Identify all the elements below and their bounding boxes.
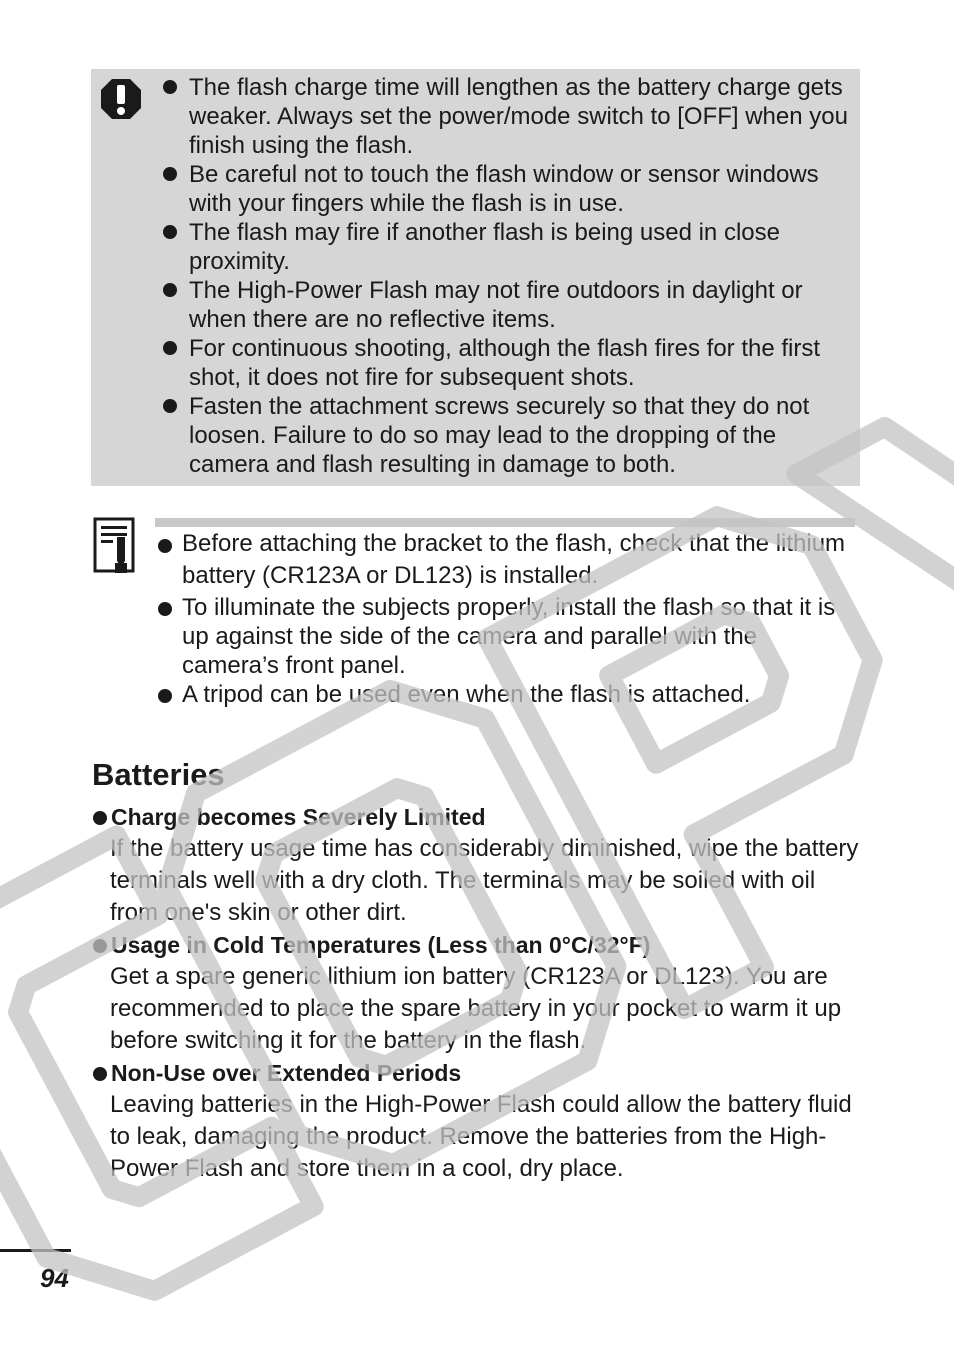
topic-heading bbox=[92, 1057, 862, 1089]
section-title: Batteries bbox=[92, 757, 225, 792]
page-number: 94 bbox=[40, 1263, 69, 1293]
note-divider-bar bbox=[155, 518, 855, 527]
note-item-text: To illuminate the subjects properly, install the flash so that it is up against the side of the camera and parallel with the camera’s front panel. bbox=[182, 594, 836, 679]
note-item bbox=[158, 528, 858, 592]
caution-item bbox=[163, 392, 853, 479]
caution-item bbox=[163, 276, 853, 334]
note-item-text: A tripod can be used even when the flash is attached. bbox=[182, 681, 751, 708]
note-item bbox=[158, 680, 858, 709]
caution-item-text: The flash charge time will lengthen as the battery charge gets weaker. Always set the power/mode switch to [OFF] when you finish using the flash. bbox=[189, 74, 848, 159]
exclamation-icon bbox=[99, 77, 143, 121]
caution-item-text: Be careful not to touch the flash window or sensor windows with your fingers while the flash is in use. bbox=[189, 161, 819, 217]
topic-heading-text: Usage in Cold Temperatures (Less than 0°C/32°F) bbox=[111, 932, 651, 958]
bullet-icon bbox=[93, 1067, 107, 1081]
topic bbox=[92, 1057, 862, 1185]
caution-item bbox=[163, 73, 853, 160]
caution-item-text: The flash may fire if another flash is being used in close proximity. bbox=[189, 219, 780, 275]
caution-item bbox=[163, 334, 853, 392]
caution-box bbox=[91, 69, 860, 486]
caution-item-text: Fasten the attachment screws securely so that they do not loosen. Failure to do so may lead to the dropping of the camera and flash resulting in damage to both. bbox=[189, 393, 810, 478]
topic-heading bbox=[92, 929, 862, 961]
topic-body: If the battery usage time has considerably diminished, wipe the battery terminals well with a dry cloth. The terminals may be soiled with oil from one's skin or other dirt. bbox=[110, 835, 859, 926]
bullet-icon bbox=[158, 539, 172, 553]
topic-heading bbox=[92, 801, 862, 833]
bullet-icon bbox=[163, 167, 177, 181]
caution-item bbox=[163, 218, 853, 276]
topic-body: Get a spare generic lithium ion battery (CR123A or DL123). You are recommended to place the spare battery in your pocket to warm it up before switching it for the battery in the flash. bbox=[110, 963, 842, 1054]
topic bbox=[92, 929, 862, 1057]
caution-item bbox=[163, 160, 853, 218]
note-item bbox=[158, 593, 858, 680]
topic-body: Leaving batteries in the High-Power Flash could allow the battery fluid to leak, damaging the product. Remove the batteries from the High-Power Flash and store them in a cool, dry place. bbox=[110, 1091, 852, 1182]
caution-item-text: The High-Power Flash may not fire outdoors in daylight or when there are no reflective items. bbox=[189, 277, 803, 333]
memo-pencil-icon bbox=[93, 517, 137, 575]
note-item-text: Before attaching the bracket to the flash, check that the lithium battery (CR123A or DL123) is installed. bbox=[182, 530, 846, 589]
caution-list bbox=[163, 73, 853, 479]
bullet-icon bbox=[93, 811, 107, 825]
note-list bbox=[158, 528, 858, 709]
topic-heading-text: Non-Use over Extended Periods bbox=[111, 1060, 462, 1086]
topic-heading-text: Charge becomes Severely Limited bbox=[111, 804, 486, 830]
bullet-icon bbox=[158, 602, 172, 616]
bullet-icon bbox=[163, 225, 177, 239]
footer-rule bbox=[0, 1249, 71, 1252]
bullet-icon bbox=[93, 939, 107, 953]
topic bbox=[92, 801, 862, 929]
bullet-icon bbox=[163, 399, 177, 413]
caution-item-text: For continuous shooting, although the flash fires for the first shot, it does not fire for subsequent shots. bbox=[189, 335, 821, 391]
bullet-icon bbox=[163, 283, 177, 297]
batteries-topics bbox=[92, 801, 862, 1185]
bullet-icon bbox=[163, 341, 177, 355]
bullet-icon bbox=[163, 80, 177, 94]
bullet-icon bbox=[158, 689, 172, 703]
